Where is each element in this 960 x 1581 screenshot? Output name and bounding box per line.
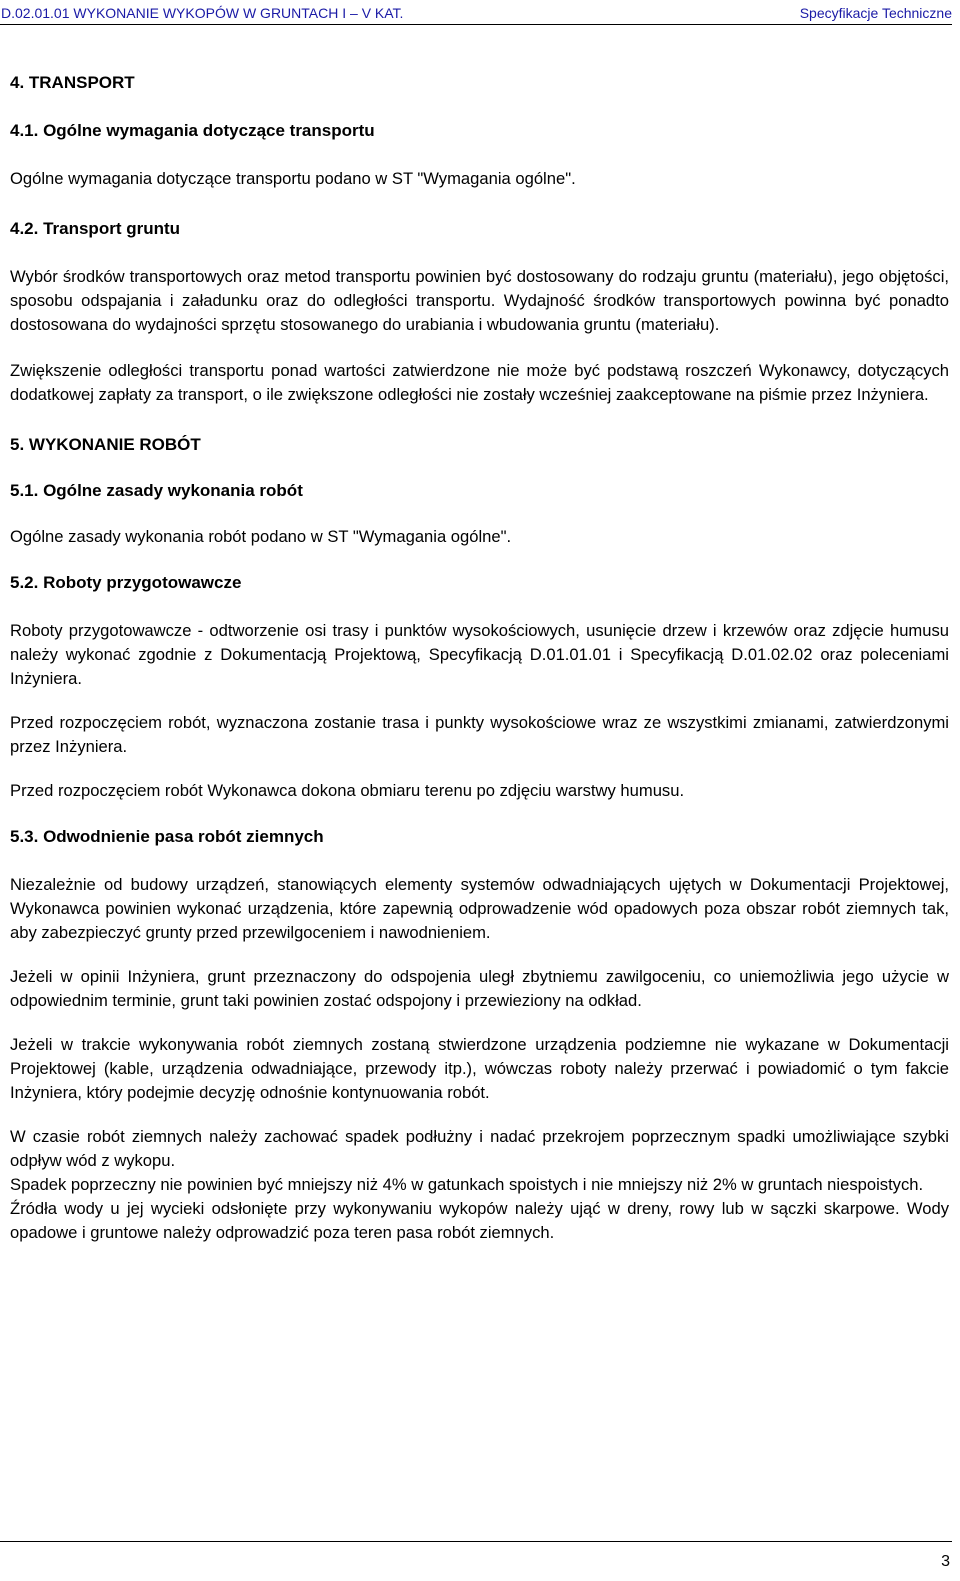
header-spec-label: Specyfikacje Techniczne: [799, 5, 952, 21]
section-5-1-paragraph: Ogólne zasady wykonania robót podano w ST "Wymagania ogólne".: [10, 527, 512, 546]
section-4-1-paragraph: Ogólne wymagania dotyczące transportu podano w ST "Wymagania ogólne".: [10, 169, 576, 188]
section-5-title: 5. WYKONANIE ROBÓT: [10, 435, 201, 454]
section-5-2-paragraph-2: Przed rozpoczęciem robót, wyznaczona zostanie trasa i punkty wysokościowe wraz ze wszystkimi zmianami, zatwierdzonymi przez Inżyniera.: [10, 713, 949, 756]
header-document-title: D.02.01.01 WYKONANIE WYKOPÓW W GRUNTACH I – V KAT.: [1, 5, 404, 21]
section-5-3-paragraph-3: Jeżeli w trakcie wykonywania robót ziemnych zostaną stwierdzone urządzenia podziemne nie wykazane w Dokumentacji Projektowej (kable, urządzenia odwadniające, przewody itp.), wówczas roboty należy przerwać i powiadomić o tym fakcie Inżyniera, który podejmie decyzję odnośnie kontynuowania robót.: [10, 1035, 949, 1102]
section-5-2-paragraph-3: Przed rozpoczęciem robót Wykonawca dokona obmiaru terenu po zdjęciu warstwy humusu.: [10, 781, 685, 800]
section-4-2-paragraph-2: Zwiększenie odległości transportu ponad wartości zatwierdzone nie może być podstawą roszczeń Wykonawcy, dotyczących dodatkowej zapłaty za transport, o ile zwiększone odległości nie zostały wcześniej zaakceptowane na piśmie przez Inżyniera.: [10, 361, 949, 404]
section-4-title: 4. TRANSPORT: [10, 73, 135, 92]
section-4-1-title: 4.1. Ogólne wymagania dotyczące transportu: [10, 121, 375, 140]
section-5-3-paragraph-4c: Źródła wody u jej wycieki odsłonięte przy wykonywaniu wykopów należy ująć w dreny, rowy lub w sączki skarpowe. Wody opadowe i gruntowe należy odprowadzić poza teren pasa robót ziemnych.: [10, 1199, 949, 1242]
section-4-2-title: 4.2. Transport gruntu: [10, 219, 181, 238]
section-5-3-title: 5.3. Odwodnienie pasa robót ziemnych: [10, 827, 324, 846]
section-5-2-title: 5.2. Roboty przygotowawcze: [10, 573, 242, 592]
page-header: [0, 2, 952, 25]
section-5-1-title: 5.1. Ogólne zasady wykonania robót: [10, 481, 303, 500]
footer-divider: [0, 1541, 952, 1542]
section-5-3-paragraph-1: Niezależnie od budowy urządzeń, stanowiących elementy systemów odwadniających ujętych w Dokumentacji Projektowej, Wykonawca powinien wykonać urządzenia, które zapewnią odprowadzenie wód opadowych poza obszar robót ziemnych tak, aby zabezpieczyć grunty przed przewilgoceniem i nawodnieniem.: [10, 875, 949, 942]
section-4-2-paragraph-1: Wybór środków transportowych oraz metod transportu powinien być dostosowany do rodzaju gruntu (materiału), jego objętości, sposobu odspajania i załadunku oraz do odległości transportu. Wydajność środków transportowych powinna być ponadto dostosowana do wydajności sprzętu stosowanego do urabiania i wbudowania gruntu (materiału).: [10, 267, 949, 334]
section-5-3-paragraph-4a: W czasie robót ziemnych należy zachować spadek podłużny i nadać przekrojem poprzecznym spadki umożliwiające szybki odpływ wód z wykopu.: [10, 1127, 949, 1170]
page-number: 3: [941, 1553, 950, 1570]
document-body: [10, 71, 949, 1245]
section-5-3-paragraph-2: Jeżeli w opinii Inżyniera, grunt przeznaczony do odspojenia uległ zbytniemu zawilgoceniu, co uniemożliwia jego użycie w odpowiednim terminie, grunt taki powinien zostać odspojony i przewieziony na odkład.: [10, 967, 949, 1010]
section-5-2-paragraph-1: Roboty przygotowawcze - odtworzenie osi trasy i punktów wysokościowych, usunięcie drzew i krzewów oraz zdjęcie humusu należy wykonać zgodnie z Dokumentacją Projektową, Specyfikacją D.01.01.01 i Specyfikacją D.01.02.02 oraz poleceniami Inżyniera.: [10, 621, 949, 688]
section-5-3-paragraph-4b: Spadek poprzeczny nie powinien być mniejszy niż 4% w gatunkach spoistych i nie mniejszy niż 2% w gruntach niespoistych.: [10, 1175, 924, 1194]
